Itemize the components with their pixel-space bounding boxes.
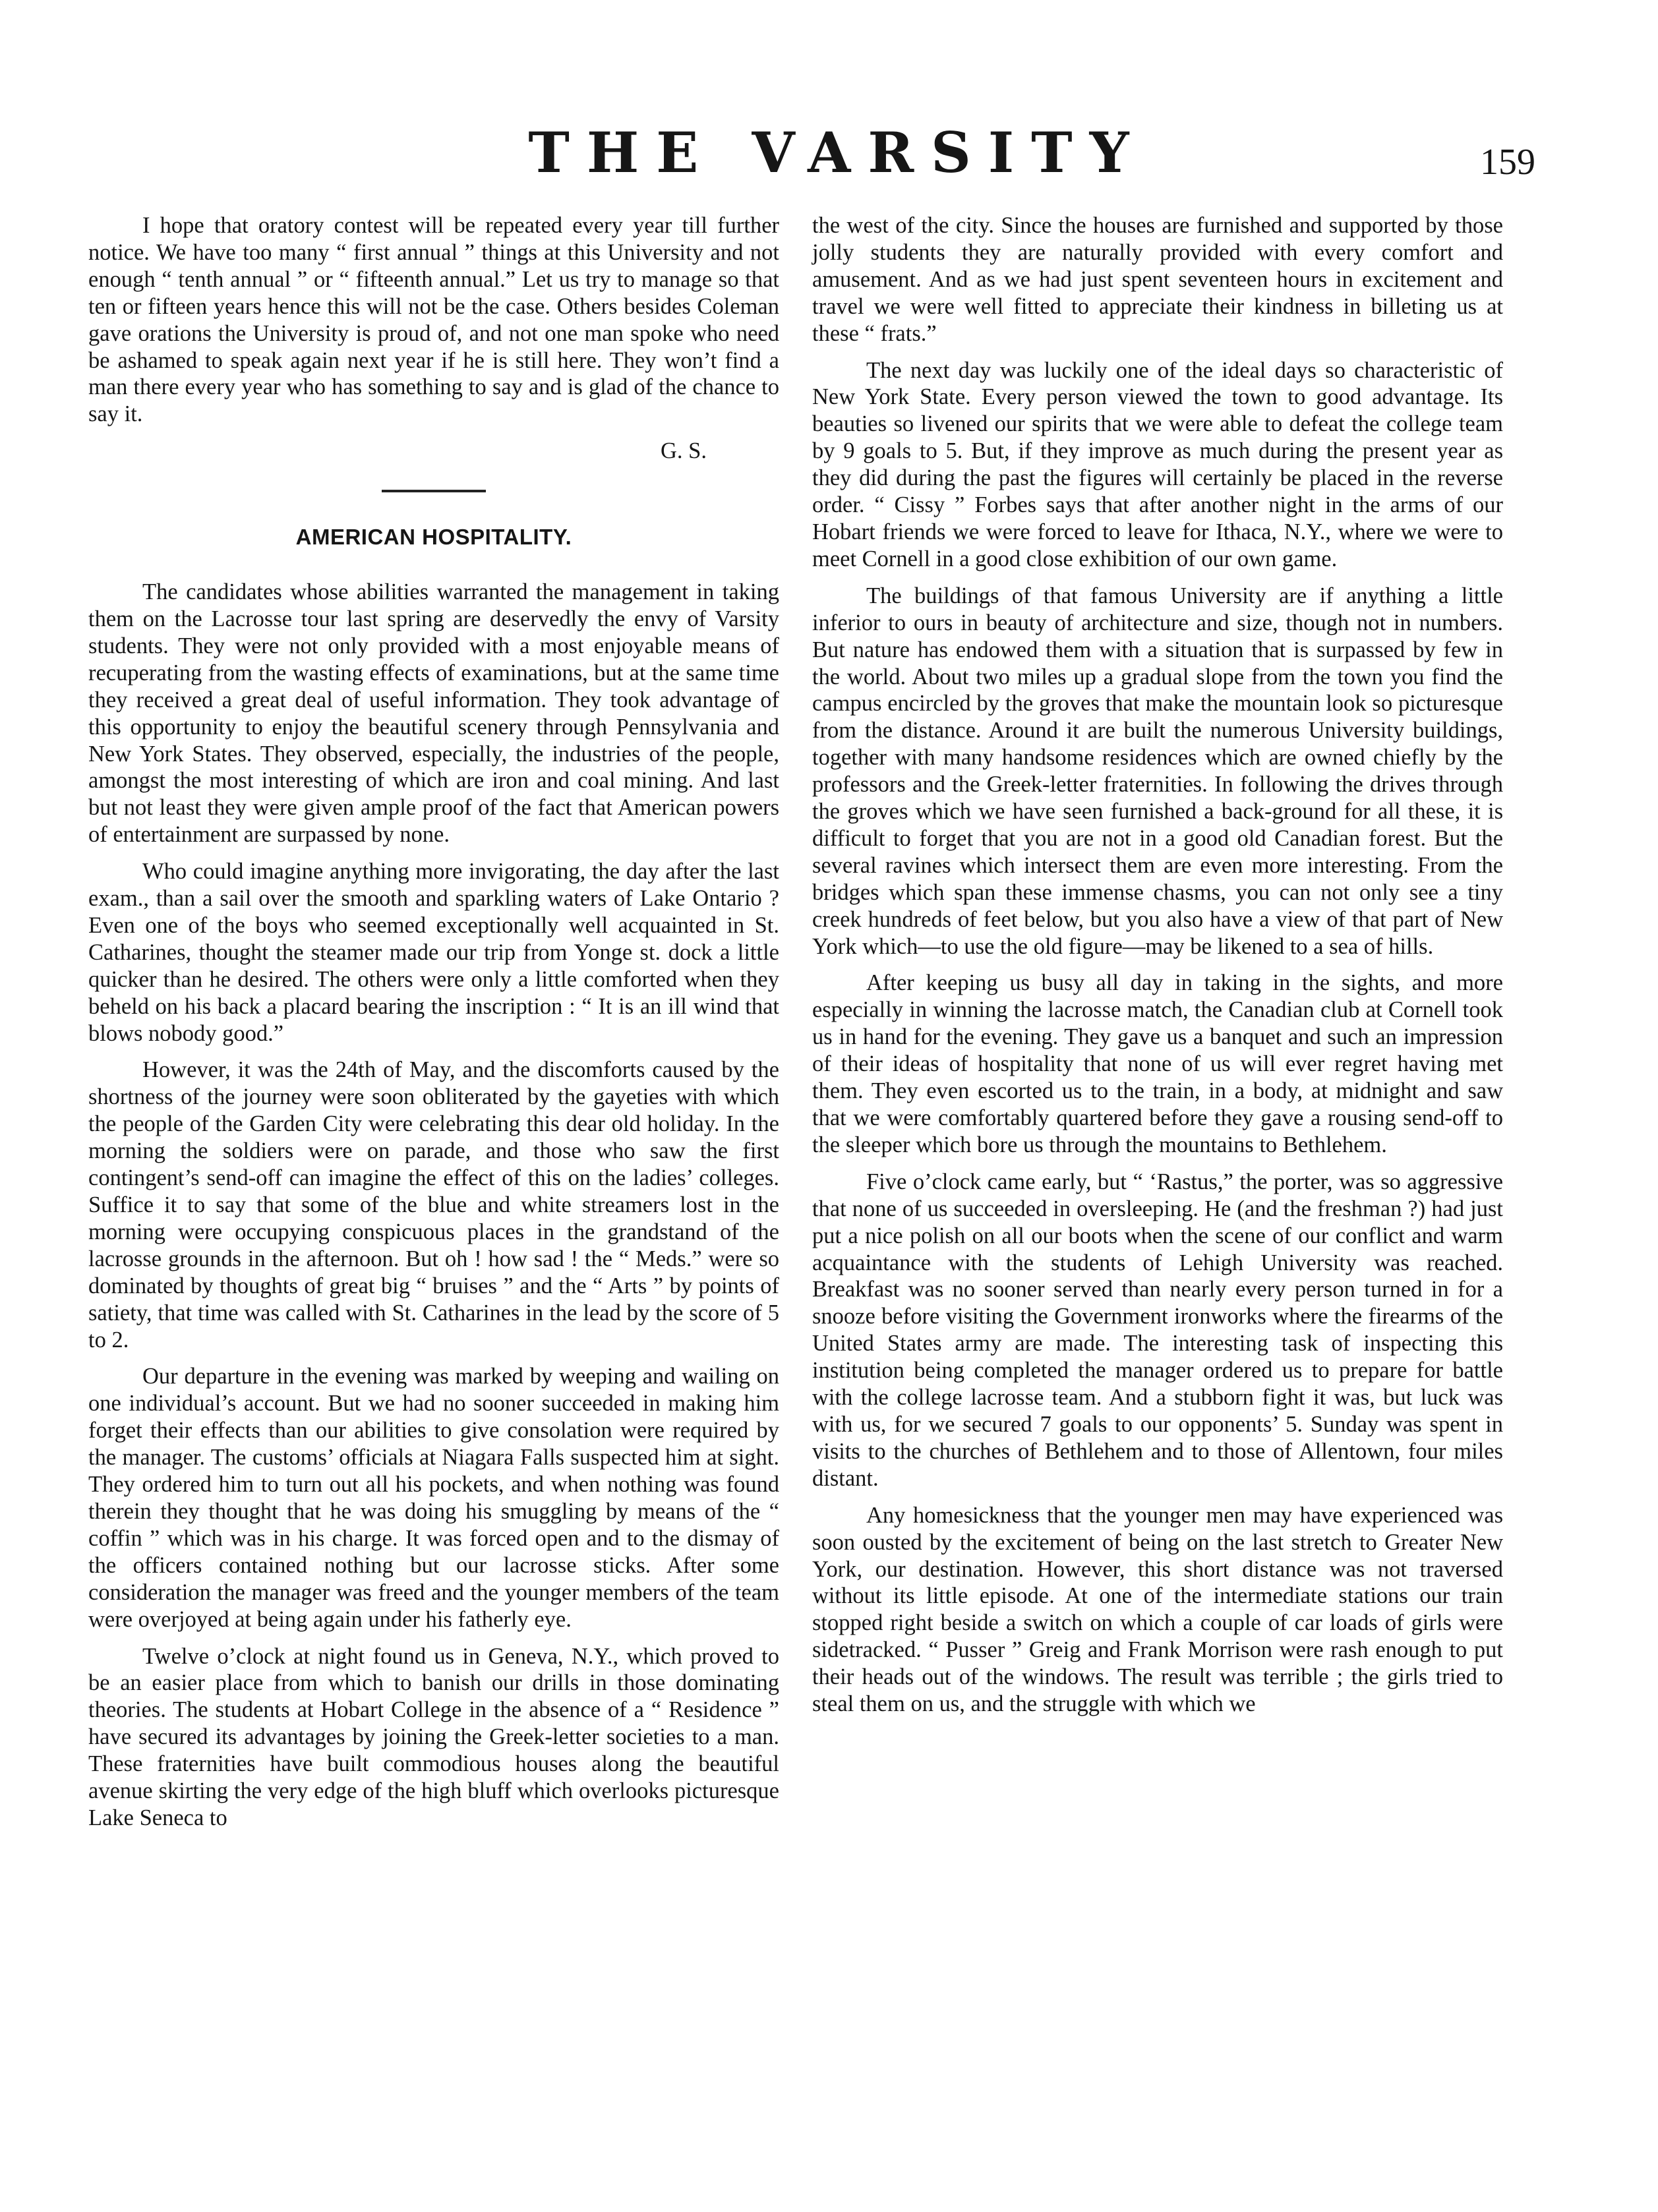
article-heading: AMERICAN HOSPITALITY. bbox=[295, 525, 572, 550]
page-number: 159 bbox=[1480, 142, 1535, 183]
paragraph-departure: Our departure in the evening was marked by weeping and wailing on one individual’s account. But we had no sooner succeeded in making him forget their effects than our abilities to give consolation were required by the manager. The customs’ officials at Niagara Falls suspected him at sight. They ordered him to turn out all his pockets, and when nothing was found therein they thought that he was doing his smuggling by means of the “ coffin ” which was in his charge. It was forced open and to the dismay of the officers contained nothing but our lacrosse sticks. After some consideration the manager was freed and the younger members of the team were overjoyed at being again under his fatherly eye. bbox=[88, 1364, 779, 1632]
paragraph-geneva: Twelve o’clock at night found us in Geneva, N.Y., which proved to be an easier place from which to banish our drills in those dominating theories. The students at Hobart College in the absence of a “ Residence ” have secured its advantages by joining the Greek-letter societies to a man. These fraternities have built commodious houses along the beautiful avenue skirting the very edge of the high bluff which overlooks picturesque Lake Seneca to bbox=[88, 1643, 779, 1830]
paragraph-24th-may: However, it was the 24th of May, and the discomforts caused by the shortness of the journey were soon obliterated by the gayeties with which the people of the Garden City were celebrating this dear old holiday. In the morning the soldiers were on parade, and those who saw the first contingent’s send-off can imagine the effect of this on the ladies’ colleges. Suffice it to say that some of the blue and white streamers lost in the morning were occupying conspicuous places in the grandstand of the lacrosse grounds in the afternoon. But oh ! how sad ! the “ Meds.” were so dominated by thoughts of great big “ bruises ” and the “ Arts ” by points of satiety, that time was called with St. Catharines in the lead by the score of 5 to 2. bbox=[88, 1057, 779, 1353]
paragraph-cornell-buildings: The buildings of that famous University are if anything a little inferior to ours in beauty of architecture and size, though not in numbers. But nature has endowed them with a situation that is surpassed by few in the world. About two miles up a gradual slope from the town you find the campus encircled by the groves that make the mountain look so picturesque from the distance. Around it are built the numerous University buildings, together with many handsome residences which are owned chiefly by the professors and the Greek-letter fraternities. In following the drives through the groves which we have seen furnished a back-ground for all these, it is difficult to forget that you are not in a good old Canadian forest. But the several ravines which intersect them are even more interesting. From the bridges which span these immense chasms, you can not only see a tiny creek hundreds of feet below, but you also have a view of that part of New York which—to use the old figure—may be likened to a sea of hills. bbox=[812, 583, 1503, 959]
paragraph-greater-new-york: Any homesickness that the younger men may have experienced was soon ousted by the excitement of being on the last stretch to Greater New York, our destination. However, this short distance was not traversed without its little episode. At one of the intermediate stations our train stopped right beside a switch on which a couple of car loads of girls were sidetracked. “ Pusser ” Greig and Frank Morrison were rash enough to put their heads out of the windows. The result was terrible ; the girls tried to steal them on us, and the struggle with which we bbox=[812, 1502, 1503, 1717]
paragraph-oratory: I hope that oratory contest will be repeated every year till further notice. We have too many “ first annual ” things at this University and not enough “ tenth annual ” or “ fifteenth annual.” Let us try to manage so that ten or fifteen years hence this will not be the case. Others besides Coleman gave orations the University is proud of, and not one man spoke who need be ashamed to speak again next year if he is still here. They won’t find a man there every year who has something to say and is glad of the chance to say it. bbox=[88, 213, 779, 427]
left-column bbox=[88, 212, 779, 1842]
masthead: THE VARSITY bbox=[528, 120, 1146, 185]
paragraph-next-day: The next day was luckily one of the ideal days so characteristic of New York State. Every person viewed the town to good advantage. Its beauties so livened our spirits that we were able to defeat the college team by 9 goals to 5. But, if they improve as much during the present year as they did during the past the figures will certainly be placed in the reverse order. “ Cissy ” Forbes says that after another night in the arms of our Hobart friends we were forced to leave for Ithaca, N.Y., where we were to meet Cornell in a good close exhibition of our own game. bbox=[812, 357, 1503, 571]
paragraph-bethlehem: Five o’clock came early, but “ ‘Rastus,” the porter, was so aggressive that none of us succeeded in oversleeping. He (and the freshman ?) had just put a nice polish on all our boots when the scene of our conflict and warm acquaintance with the students of Lehigh University was reached. Breakfast was no sooner served than nearly every person turned in for a snooze before visiting the Government ironworks where the firearms of the United States army are made. The interesting task of inspecting this institution being completed the manager ordered us to prepare for battle with the college lacrosse team. And a stubborn fight it was, but luck was with us, for we secured 7 goals to our opponents’ 5. Sunday was spent in visits to the churches of Bethlehem and to those of Allentown, four miles distant. bbox=[812, 1169, 1503, 1491]
paragraph-candidates: The candidates whose abilities warranted the management in taking them on the Lacrosse tour last spring are deservedly the envy of Varsity students. They were not only provided with a most enjoyable means of recuperating from the wasting effects of examinations, but at the same time they received a great deal of useful information. They took advantage of this opportunity to enjoy the beautiful scenery through Pennsylvania and New York States. They observed, especially, the industries of the people, amongst the most interesting of which are iron and coal mining. And last but not least they were given ample proof of the fact that American powers of entertainment are surpassed by none. bbox=[88, 579, 779, 848]
paragraph-frats: the west of the city. Since the houses are furnished and supported by those jolly students they are naturally provided with every comfort and amusement. And as we had just spent seventeen hours in excitement and travel we were well fitted to appreciate their kindness in billeting us at these “ frats.” bbox=[812, 213, 1503, 346]
right-column bbox=[812, 212, 1503, 1728]
paragraph-canadian-club: After keeping us busy all day in taking in the sights, and more especially in winning the lacrosse match, the Canadian club at Cornell took us in hand for the evening. They gave us a banquet and such an impression of their ideas of hospitality that none of us will ever regret having met them. They even escorted us to the train, in a body, at midnight and saw that we were comfortably quartered before they gave a rousing send-off to the sleeper which bore us through the mountains to Bethlehem. bbox=[812, 970, 1503, 1157]
author-signature: G. S. bbox=[661, 438, 707, 464]
paragraph-lake-ontario: Who could imagine anything more invigorating, the day after the last exam., than a sail over the smooth and sparkling waters of Lake Ontario ? Even one of the boys who seemed exceptionally well acquainted in St. Catharines, thought the steamer made our trip from Yonge st. dock a little quicker than he desired. The others were only a little comforted when they beheld on his back a placard bearing the inscription : “ It is an ill wind that blows nobody good.” bbox=[88, 859, 779, 1046]
section-divider bbox=[382, 490, 486, 492]
